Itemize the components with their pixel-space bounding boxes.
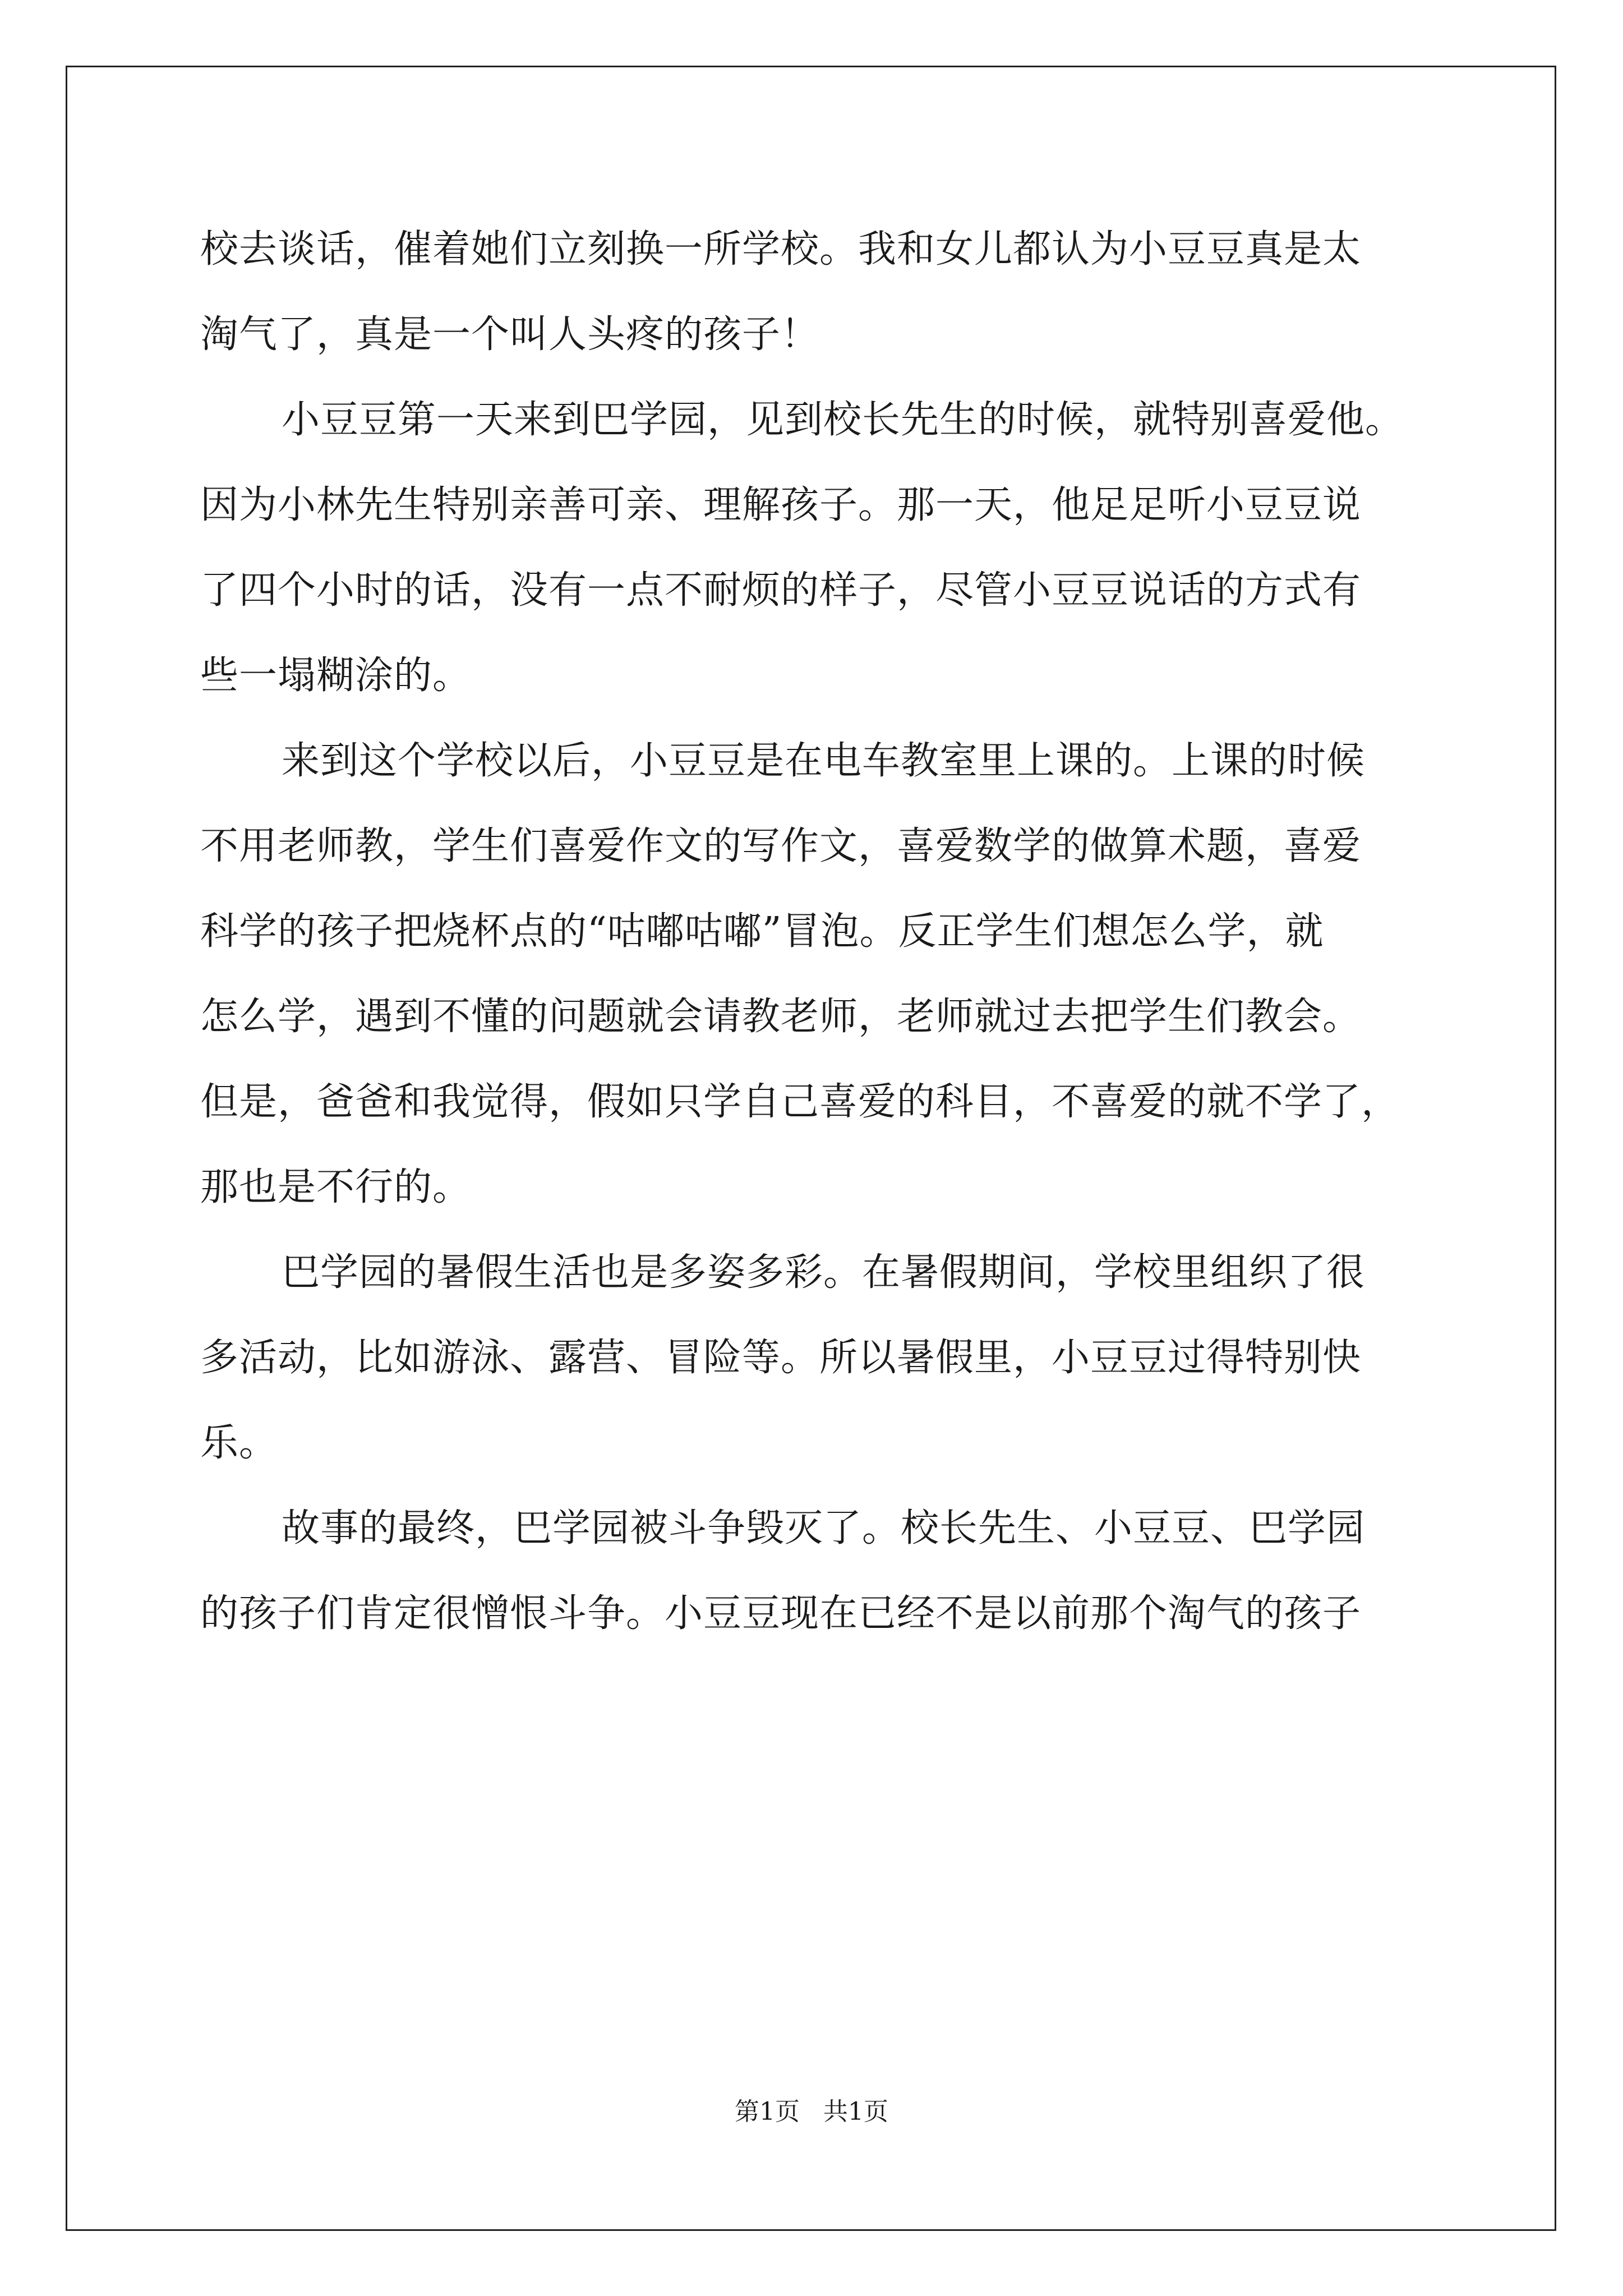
text-line: 不用老师教，学生们喜爱作文的写作文，喜爱数学的做算术题，喜爱	[200, 824, 1362, 868]
page-number: 第1页	[735, 2097, 800, 2126]
text-line: 因为小林先生特别亲善可亲、理解孩子。那一天，他足足听小豆豆说	[200, 483, 1362, 527]
paragraph-start-line: 来到这个学校以后，小豆豆是在电车教室里上课的。上课的时候	[282, 739, 1366, 783]
text-line: 校去谈话，催着她们立刻换一所学校。我和女儿都认为小豆豆真是太	[200, 227, 1362, 272]
text-line: 怎么学，遇到不懂的问题就会请教老师，老师就过去把学生们教会。	[200, 995, 1362, 1039]
text-line: 科学的孩子把烧杯点的“咕嘟咕嘟”冒泡。反正学生们想怎么学，就	[200, 909, 1324, 954]
text-line: 淘气了，真是一个叫人头疼的孩子！	[200, 312, 820, 357]
paragraph-start-line: 巴学园的暑假生活也是多姿多彩。在暑假期间，学校里组织了很	[282, 1250, 1366, 1295]
text-line: 那也是不行的。	[200, 1165, 472, 1209]
text-line: 但是，爸爸和我觉得，假如只学自己喜爱的科目，不喜爱的就不学了，	[200, 1080, 1400, 1124]
text-line: 的孩子们肯定很憎恨斗争。小豆豆现在已经不是以前那个淘气的孩子	[200, 1591, 1362, 1636]
text-line: 多活动，比如游泳、露营、冒险等。所以暑假里，小豆豆过得特别快	[200, 1336, 1362, 1380]
page-total: 共1页	[823, 2097, 888, 2126]
paragraph-start-line: 故事的最终，巴学园被斗争毁灭了。校长先生、小豆豆、巴学园	[282, 1506, 1366, 1550]
text-line: 些一塌糊涂的。	[200, 654, 472, 698]
text-line: 乐。	[200, 1421, 278, 1465]
page-footer	[0, 2095, 1623, 2129]
text-line: 了四个小时的话，没有一点不耐烦的样子，尽管小豆豆说话的方式有	[200, 568, 1362, 613]
paragraph-start-line: 小豆豆第一天来到巴学园，见到校长先生的时候，就特别喜爱他。	[282, 398, 1404, 442]
